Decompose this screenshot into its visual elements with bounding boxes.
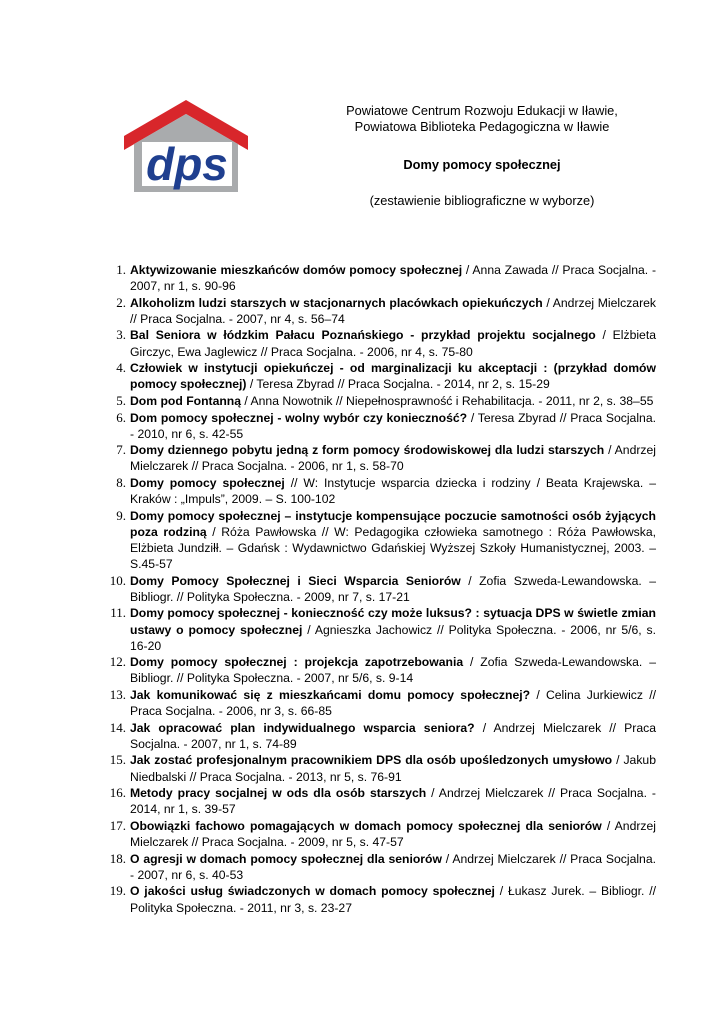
bibliography-entry <box>100 295 656 327</box>
entry-title: Domy pomocy społecznej <box>130 476 285 491</box>
entry-title: Jak zostać profesjonalnym pracownikiem DPS dla osób upośledzonych umysłowo <box>130 753 613 768</box>
entry-number: 3. <box>116 327 126 343</box>
bibliography-entry <box>100 393 656 409</box>
entry-title: Domy pomocy społecznej - konieczność czy może luksus? : sytuacja DPS w świetle zmian ustawy o pomocy społecznej <box>130 606 656 637</box>
entry-details: / Andrzej Mielczarek // Praca Socjalna. - 2007, nr 6, s. 40-53 <box>130 851 656 882</box>
entry-title: O jakości usług świadczonych w domach pomocy społecznej <box>130 884 495 899</box>
bibliography-entry <box>100 687 656 719</box>
institution-line-2: Powiatowa Biblioteka Pedagogiczna w Iławie <box>354 119 610 134</box>
entry-details: / Jakub Niedbalski // Praca Socjalna. - 2013, nr 5, s. 76-91 <box>130 753 656 784</box>
entry-details: / Andrzej Mielczarek // Praca Socjalna. - 2007, nr 1, s. 74-89 <box>130 720 656 751</box>
bibliography-entry <box>100 818 656 850</box>
bibliography-entry <box>100 883 656 915</box>
bibliography-entry <box>100 410 656 442</box>
header <box>322 103 642 209</box>
entry-title: Człowiek w instytucji opiekuńczej - od marginalizacji ku akceptacji : (przykład domów pomocy społecznej) <box>130 361 656 392</box>
entry-number: 18. <box>109 850 126 866</box>
entry-title: Dom pomocy społecznej - wolny wybór czy konieczność? <box>130 410 468 425</box>
bibliography-entry <box>100 785 656 817</box>
entry-title: Domy dziennego pobytu jedną z form pomocy środowiskowej dla ludzi starszych <box>130 443 605 458</box>
page-title: Domy pomocy społecznej <box>403 157 561 172</box>
entry-number: 19. <box>109 883 126 899</box>
entry-number: 10. <box>109 572 126 588</box>
bibliography-entry <box>100 508 656 572</box>
institution-line-1: Powiatowe Centrum Rozwoju Edukacji w Iławie, <box>346 103 618 118</box>
entry-details: / Teresa Zbyrad // Praca Socjalna. - 2010, nr 6, s. 42-55 <box>130 410 656 441</box>
entry-number: 12. <box>109 654 126 670</box>
page-subtitle: (zestawienie bibliograficzne w wyborze) <box>369 193 595 208</box>
entry-title: Obowiązki fachowo pomagających w domach pomocy społecznej dla seniorów <box>130 818 602 833</box>
entry-number: 5. <box>116 392 126 408</box>
entry-details: / Zofia Szweda-Lewandowska. – Bibliogr. // Polityka Społeczna. - 2009, nr 7, s. 17-21 <box>130 573 656 604</box>
entry-number: 6. <box>116 409 126 425</box>
entry-details: / Celina Jurkiewicz // Praca Socjalna. - 2006, nr 3, s. 66-85 <box>130 688 656 719</box>
entry-number: 7. <box>116 442 126 458</box>
entry-details: / Andrzej Mielczarek // Praca Socjalna. - 2014, nr 1, s. 39-57 <box>130 786 656 817</box>
entry-details: // W: Instytucje wsparcia dziecka i rodziny / Beata Krajewska. – Kraków : „Impuls”, 2009. – S. 100-102 <box>130 476 657 507</box>
entry-details: / Róża Pawłowska // W: Pedagogika człowieka samotnego : Róża Pawłowska, Elżbieta Jundziłł. – Gdańsk : Wydawnictwo Gdańskiej Wyższej Szkoły Humanistycznej, 2003. – S.45-57 <box>130 524 657 572</box>
bibliography-list <box>100 262 656 916</box>
entry-title: Aktywizowanie mieszkańców domów pomocy społecznej <box>130 263 463 277</box>
entry-details: / Elżbieta Girczyc, Ewa Jaglewicz // Praca Socjalna. - 2006, nr 4, s. 75-80 <box>130 328 656 359</box>
entry-title: Metody pracy socjalnej w ods dla osób starszych <box>130 786 427 801</box>
entry-number: 4. <box>116 360 126 376</box>
bibliography-entry <box>100 442 656 474</box>
entry-title: Domy pomocy społecznej : projekcja zapotrzebowania <box>130 655 464 670</box>
entry-details: / Łukasz Jurek. – Bibliogr. // Polityka Społeczna. - 2011, nr 3, s. 23-27 <box>130 884 656 915</box>
entry-details: / Andrzej Mielczarek // Praca Socjalna. - 2006, nr 1, s. 58-70 <box>130 443 656 474</box>
bibliography-entry <box>100 752 656 784</box>
entry-number: 14. <box>109 719 126 735</box>
entry-title: O agresji w domach pomocy społecznej dla seniorów <box>130 851 442 866</box>
entry-title: Alkoholizm ludzi starszych w stacjonarnych placówkach opiekuńczych <box>130 295 543 310</box>
entry-details: / Teresa Zbyrad // Praca Socjalna. - 2014, nr 2, s. 15-29 <box>246 377 550 392</box>
entry-title: Domy pomocy społecznej – instytucje kompensujące poczucie samotności osób żyjących poza rodziną <box>130 508 656 539</box>
entry-title: Bal Seniora w łódzkim Pałacu Poznańskiego - przykład projektu socjalnego <box>130 328 596 343</box>
entry-title: Jak komunikować się z mieszkańcami domu pomocy społecznej? <box>130 688 531 702</box>
entry-details: / Andrzej Mielczarek // Praca Socjalna. - 2009, nr 5, s. 47-57 <box>130 818 657 850</box>
entry-title: Dom pod Fontanną <box>130 393 242 408</box>
bibliography-entry <box>100 573 656 605</box>
entry-title: Jak opracować plan indywidualnego wsparcia seniora? <box>130 720 475 735</box>
entry-details: / Anna Nowotnik // Niepełnosprawność i Rehabilitacja. - 2011, nr 2, s. 38–55 <box>241 393 654 408</box>
logo-text: dps <box>146 138 228 190</box>
entry-details: / Anna Zawada // Praca Socjalna. - 2007, nr 1, s. 90-96 <box>130 263 657 294</box>
entry-number: 16. <box>109 785 126 801</box>
bibliography-entry <box>100 851 656 883</box>
bibliography-entry <box>100 475 656 507</box>
entry-details: / Zofia Szweda-Lewandowska. – Bibliogr. // Polityka Społeczna. - 2007, nr 5/6, s. 9-14 <box>130 655 656 686</box>
bibliography-entry <box>100 262 656 294</box>
bibliography-entry <box>100 327 656 359</box>
entry-details: / Agnieszka Jachowicz // Polityka Społeczna. - 2006, nr 5/6, s. 16-20 <box>130 622 656 653</box>
bibliography-entry <box>100 360 656 392</box>
entry-number: 2. <box>116 294 126 310</box>
entry-number: 17. <box>109 817 126 833</box>
entry-number: 15. <box>109 752 126 768</box>
entry-number: 9. <box>116 507 126 523</box>
dps-logo <box>124 100 248 192</box>
entry-details: / Andrzej Mielczarek // Praca Socjalna. - 2007, nr 4, s. 56–74 <box>130 295 657 326</box>
entry-number: 11. <box>110 605 126 621</box>
entry-title: Domy Pomocy Społecznej i Sieci Wsparcia Seniorów <box>130 573 461 588</box>
bibliography-entry <box>100 654 656 686</box>
entry-number: 13. <box>109 687 126 702</box>
entry-number: 8. <box>116 475 126 491</box>
bibliography-entry <box>100 605 656 653</box>
bibliography-entry <box>100 720 656 752</box>
entry-number: 1. <box>116 262 126 277</box>
